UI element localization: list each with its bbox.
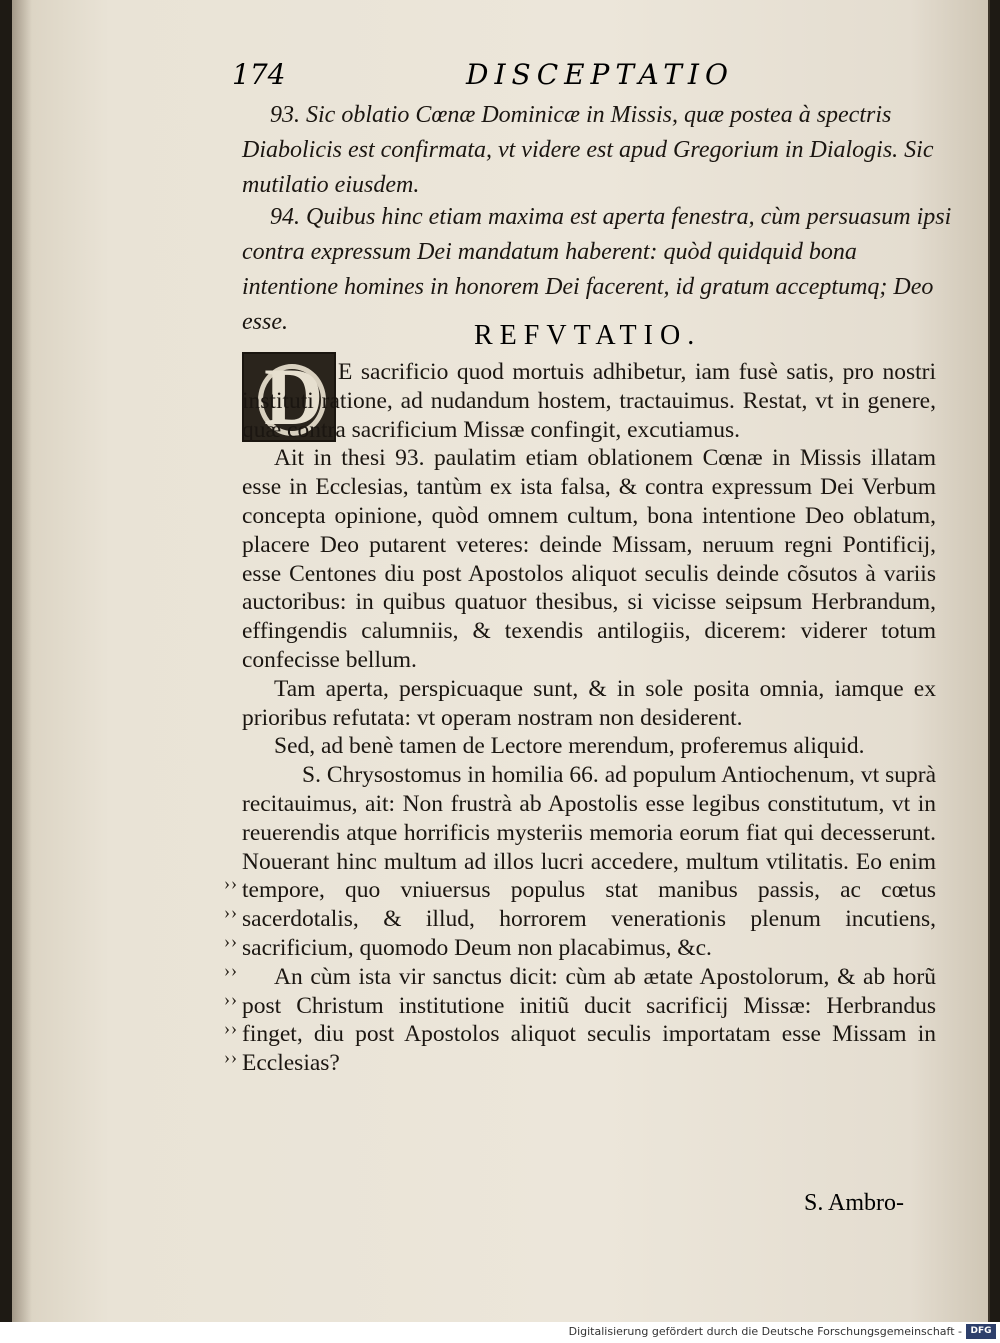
quote-mark: ›› [224, 1047, 238, 1067]
quote-mark: ›› [224, 931, 238, 951]
quote-mark: ›› [224, 902, 238, 922]
quote-mark: ›› [224, 1018, 238, 1038]
dfg-logo-icon: DFG [966, 1324, 996, 1339]
running-title: DISCEPTATIO [466, 58, 734, 91]
thesis-94: 94. Quibus hinc etiam maxima est aperta fenestra, cùm persuasum ipsi contra expressum Dei mandatum haberent: quòd quidquid bona intentione homines in honorem Dei facerent, id gratum acceptumq; Deo esse. [242, 204, 952, 335]
section-heading: REFVTATIO. [474, 320, 702, 351]
book-page [12, 0, 990, 1322]
quote-mark: ›› [224, 960, 238, 980]
paragraph-1: Ait in thesi 93. paulatim etiam oblationem Cœnæ in Missis illatam esse in Ecclesias, tantùm ex ista falsa, & contra expressum Dei Verbum concepta opinione, quòd omnem cultum, bona intentione Deo oblatum, placere Deo putarent veteres: deinde Missam, neruum regni Pontificij, esse Centones diu post Apostolos aliquot seculis deinde cõsutos à variis auctoribus: in quibus quatuor thesibus, si vicisse seipsum Herbrandum, effingendis calumniis, & texendis antilogiis, dicerem: viderer totum confecisse bellum. [242, 445, 936, 673]
footer-credit: Digitalisierung gefördert durch die Deutsche Forschungsgemeinschaft - [568, 1325, 962, 1338]
paragraph-2: Tam aperta, perspicuaque sunt, & in sole posita omnia, iamque ex prioribus refutata: vt operam nostram non desiderent. [242, 675, 936, 731]
paragraph-opening: E sacrificio quod mortuis adhibetur, iam fusè satis, pro nostri instituti ratione, ad nudandum hostem, tractauimus. Restat, vt in genere, quæ contra sacrificium Missæ confingit, excutiamus. [242, 359, 936, 443]
thesis-93: 93. Sic oblatio Cœnæ Dominicæ in Missis, quæ postea à spectris Diabolicis est confirmata, vt videre est apud Gregorium in Dialogis. Sic mutilatio eiusdem. [242, 102, 934, 198]
paragraph-5: An cùm ista vir sanctus dicit: cùm ab ætate Apostolorum, & ab horũ post Christum institutione initiũ ducit sacrificij Missæ: Herbrandus finget, diu post Apostolos aliquot seculis importatam esse Missam in Ecclesias? [242, 963, 936, 1077]
digitization-footer [0, 1322, 1000, 1343]
page-number: 174 [232, 58, 286, 91]
refutation-body [242, 358, 936, 1078]
catchword: S. Ambro- [803, 1190, 904, 1216]
initial-letter: D [264, 351, 324, 442]
quote-mark: ›› [224, 989, 238, 1009]
paragraph-3: Sed, ad benè tamen de Lectore merendum, proferemus aliquid. [274, 733, 865, 760]
quote-mark: ›› [224, 873, 238, 893]
paragraph-4-quotation: S. Chrysostomus in homilia 66. ad populum Antiochenum, vt suprà recitauimus, ait: Non frustrà ab Apostolis esse legibus constitutum, vt in reuerendis atque horrificis mysteriis memoria eorum fiat qui decesserunt. Nouerant hinc multum ad illos lucri accedere, multum vtilitatis. Eo enim tempore, quo vniuersus populus stat manibus passis, ac cœtus sacerdotalis, & illud, horrorem venerationis plenum incutiens, sacrificium, quomodo Deum non placabimus, &c. [242, 762, 936, 961]
